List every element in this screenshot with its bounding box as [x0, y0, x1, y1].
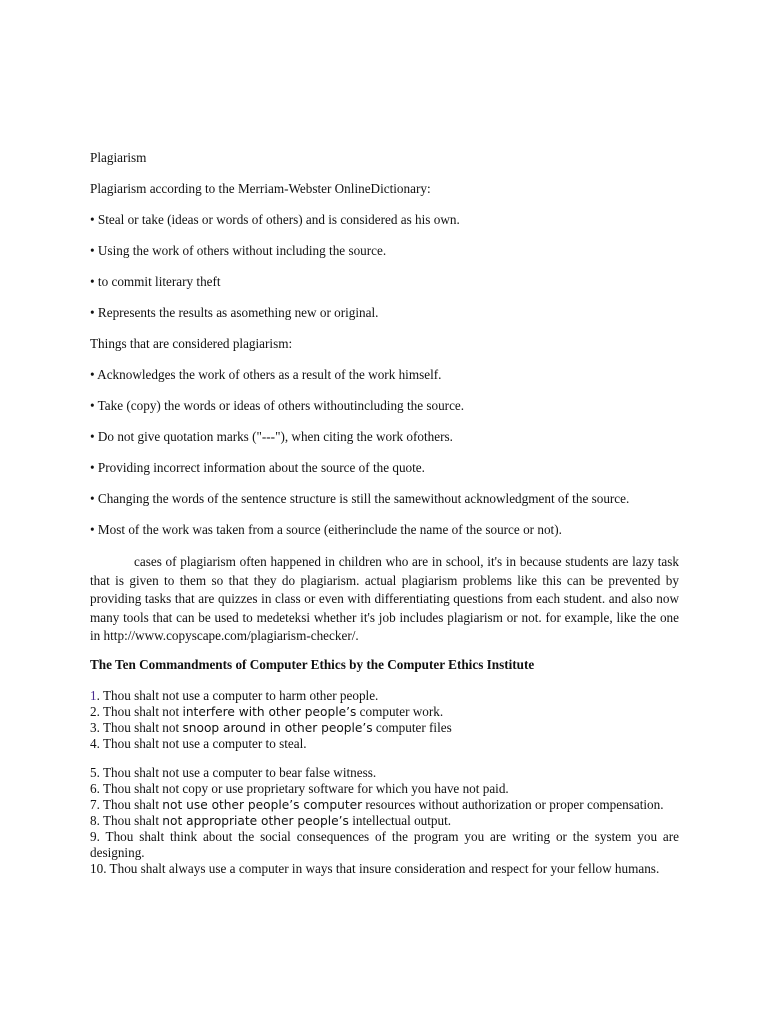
commandment-text-end: intellectual output.	[348, 812, 452, 828]
commandment-text: . Thou shalt	[96, 796, 163, 812]
commandment-number: 3	[90, 719, 97, 735]
list-item: • Represents the results as asomething new or original.	[90, 305, 379, 320]
commandment-text-fragment: interfere with other people’s	[182, 704, 357, 719]
body-paragraph: cases of plagiarism often happened in children who are in school, it's in because students are lazy task that is given to them so that they do plagiarism. actual plagiarism problems like this can be prevented by providing tasks that are quizzes in class or even with differentiating questions from each student. and also now many tools that can be used to medeteksi whether it's job includes plagiarism or not. for example, like the one in http://www.copyscape.com/plagiarism-checker/.	[90, 554, 679, 644]
commandment-item	[90, 829, 679, 861]
commandment-number: 8	[90, 812, 97, 828]
document-title: Plagiarism	[90, 150, 147, 165]
commandment-item	[90, 781, 679, 797]
commandment-number: 6	[90, 780, 97, 796]
commandment-text-end: computer files	[372, 719, 452, 735]
commandments-list-1	[90, 688, 679, 752]
things-heading: Things that are considered plagiarism:	[90, 336, 293, 351]
commandment-item	[90, 813, 679, 829]
definition-bullet-list	[90, 212, 679, 321]
commandment-text: . Thou shalt not	[96, 703, 183, 719]
commandment-text: . Thou shalt	[96, 812, 163, 828]
commandment-item	[90, 736, 679, 752]
list-item: • Using the work of others without including the source.	[90, 243, 387, 258]
things-bullet-list	[90, 367, 679, 538]
commandment-text: . Thou shalt not use a computer to steal.	[96, 735, 307, 751]
commandment-item	[90, 797, 679, 813]
list-item: • Changing the words of the sentence structure is still the samewithout acknowledgment of the source.	[90, 491, 630, 506]
commandment-number: 9	[90, 828, 97, 844]
list-item: • Do not give quotation marks ("---"), when citing the work ofothers.	[90, 429, 453, 444]
commandment-text-fragment: not appropriate other people’s	[162, 813, 349, 828]
commandment-item	[90, 765, 679, 781]
commandment-text: . Thou shalt not	[96, 719, 183, 735]
commandment-number: 5	[90, 764, 97, 780]
list-item: • Most of the work was taken from a source (eitherinclude the name of the source or not).	[90, 522, 562, 537]
commandment-number: 10	[90, 860, 104, 876]
commandments-list-2	[90, 765, 679, 877]
commandment-text: . Thou shalt not use a computer to harm other people.	[96, 687, 379, 703]
commandment-item	[90, 720, 679, 736]
document-page	[90, 150, 679, 890]
commandment-text: . Thou shalt think about the social consequences of the program you are writing or the system you are designing.	[90, 828, 679, 860]
commandment-number: 1	[90, 687, 97, 703]
commandment-number: 7	[90, 796, 97, 812]
commandment-text-end: resources without authorization or proper compensation.	[362, 796, 664, 812]
commandment-text-end: computer work.	[356, 703, 444, 719]
commandment-text-fragment: not use other people’s computer	[162, 797, 363, 812]
commandment-item	[90, 688, 679, 704]
commandment-text: . Thou shalt not use a computer to bear false witness.	[96, 764, 377, 780]
commandment-text: . Thou shalt always use a computer in ways that insure consideration and respect for your fellow humans.	[103, 860, 660, 876]
commandment-text: . Thou shalt not copy or use proprietary software for which you have not paid.	[96, 780, 509, 796]
commandment-number: 2	[90, 703, 97, 719]
list-item: • Providing incorrect information about the source of the quote.	[90, 460, 425, 475]
list-item: • Acknowledges the work of others as a result of the work himself.	[90, 367, 442, 382]
intro-line: Plagiarism according to the Merriam-Webster OnlineDictionary:	[90, 181, 431, 196]
commandment-number: 4	[90, 735, 97, 751]
list-item: • Take (copy) the words or ideas of others withoutincluding the source.	[90, 398, 465, 413]
list-item: • to commit literary theft	[90, 274, 221, 289]
commandment-item	[90, 861, 679, 877]
commandment-item	[90, 704, 679, 720]
list-item: • Steal or take (ideas or words of others) and is considered as his own.	[90, 212, 460, 227]
commandments-heading: The Ten Commandments of Computer Ethics by the Computer Ethics Institute	[90, 656, 535, 672]
commandment-text-fragment: snoop around in other people’s	[182, 720, 373, 735]
